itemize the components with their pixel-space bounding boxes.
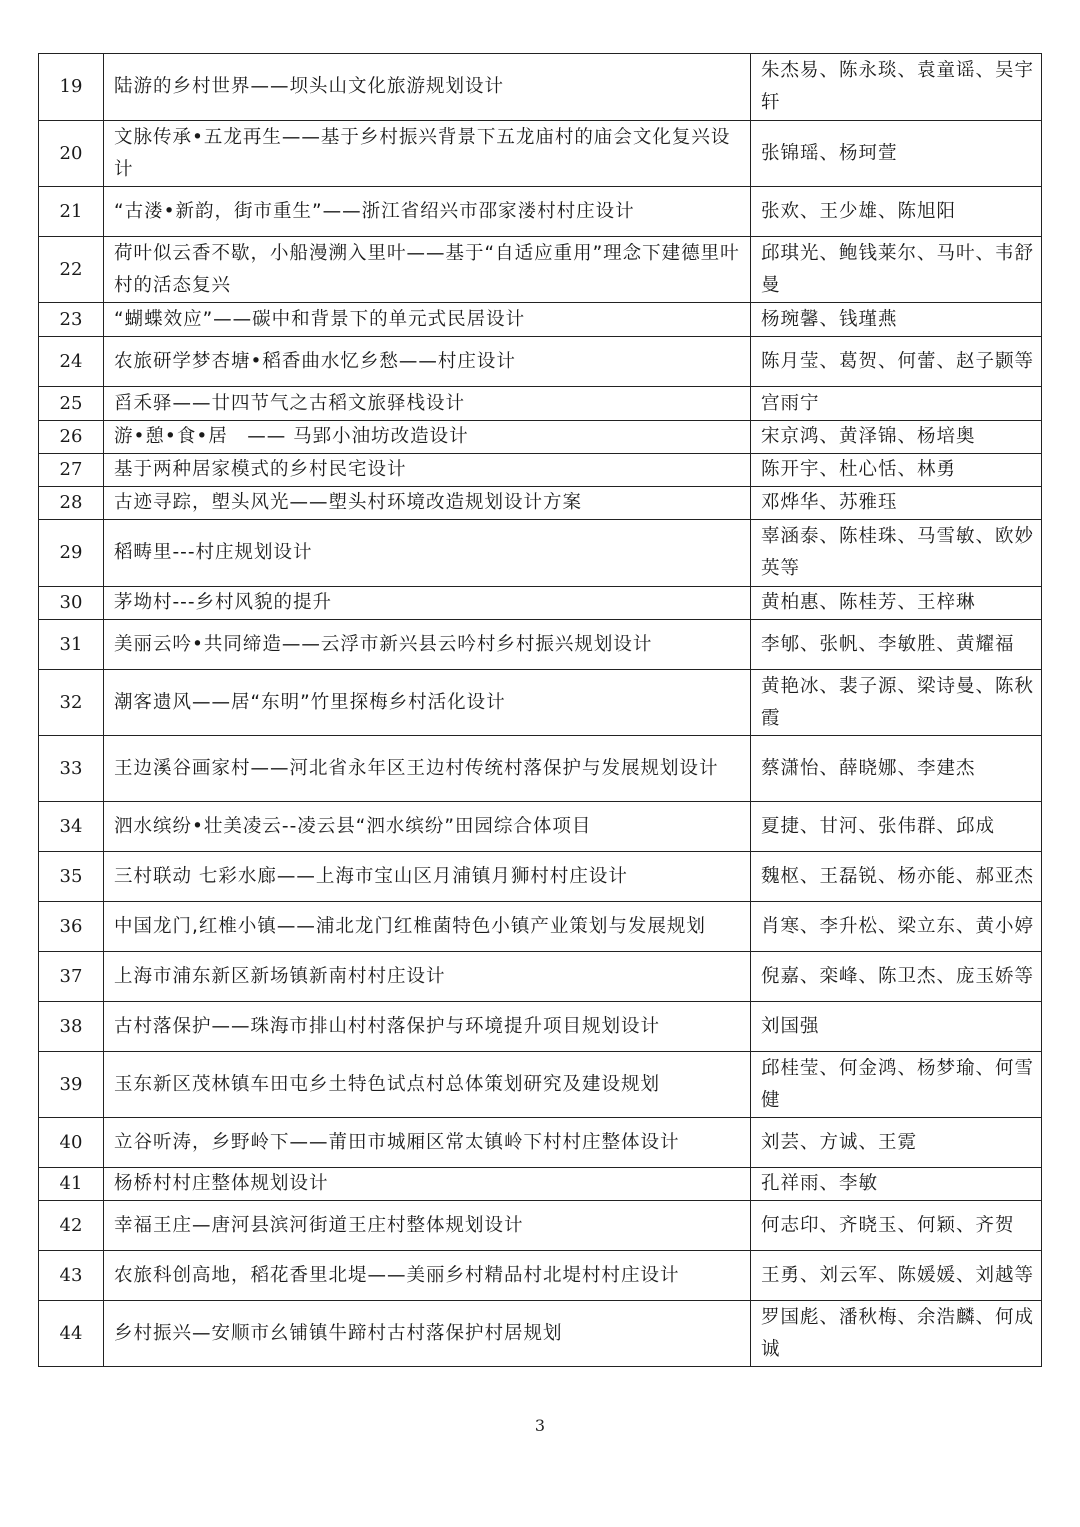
project-title: 古村落保护——珠海市排山村村落保护与环境提升项目规划设计 — [104, 1002, 751, 1052]
row-number: 27 — [39, 454, 104, 487]
row-number: 20 — [39, 121, 104, 187]
project-authors: 朱杰易、陈永琰、袁童谣、吴宇轩 — [751, 54, 1042, 121]
project-authors: 黄柏惠、陈桂芳、王梓琳 — [751, 587, 1042, 620]
table-row — [39, 1201, 1042, 1251]
row-number: 21 — [39, 187, 104, 237]
table-row — [39, 1251, 1042, 1301]
project-authors: 孔祥雨、李敏 — [751, 1168, 1042, 1201]
table-row — [39, 303, 1042, 337]
row-number: 33 — [39, 736, 104, 802]
table-row — [39, 802, 1042, 852]
project-title: 玉东新区茂林镇车田屯乡土特色试点村总体策划研究及建设规划 — [104, 1052, 751, 1118]
project-authors: 何志印、齐晓玉、何颖、齐贺 — [751, 1201, 1042, 1251]
table-row — [39, 54, 1042, 121]
table-row — [39, 187, 1042, 237]
row-number: 39 — [39, 1052, 104, 1118]
table-row — [39, 387, 1042, 421]
project-authors: 肖寒、李升松、梁立东、黄小婷 — [751, 902, 1042, 952]
project-title: 茅坳村---乡村风貌的提升 — [104, 587, 751, 620]
project-title: 稻畴里---村庄规划设计 — [104, 520, 751, 587]
table-row — [39, 1301, 1042, 1367]
table-row — [39, 587, 1042, 620]
project-title: 古迹寻踪，塱头风光——塱头村环境改造规划设计方案 — [104, 487, 751, 520]
project-authors: 辜涵泰、陈桂珠、马雪敏、欧妙英等 — [751, 520, 1042, 587]
project-authors: 邓烨华、苏雅珏 — [751, 487, 1042, 520]
projects-table-body — [39, 54, 1042, 1367]
project-title: 杨桥村村庄整体规划设计 — [104, 1168, 751, 1201]
row-number: 24 — [39, 337, 104, 387]
table-row — [39, 670, 1042, 736]
table-row — [39, 952, 1042, 1002]
table-row — [39, 237, 1042, 303]
project-authors: 邱琪光、鲍钱莱尔、马叶、韦舒曼 — [751, 237, 1042, 303]
project-authors: 宫雨宁 — [751, 387, 1042, 421]
table-row — [39, 1168, 1042, 1201]
page-number: 3 — [534, 1416, 546, 1435]
table-row — [39, 487, 1042, 520]
project-title: 文脉传承•五龙再生——基于乡村振兴背景下五龙庙村的庙会文化复兴设计 — [104, 121, 751, 187]
row-number: 19 — [39, 54, 104, 121]
row-number: 26 — [39, 421, 104, 454]
row-number: 41 — [39, 1168, 104, 1201]
row-number: 42 — [39, 1201, 104, 1251]
row-number: 40 — [39, 1118, 104, 1168]
project-title: 泗水缤纷•壮美凌云--凌云县“泗水缤纷”田园综合体项目 — [104, 802, 751, 852]
row-number: 23 — [39, 303, 104, 337]
table-row — [39, 620, 1042, 670]
row-number: 25 — [39, 387, 104, 421]
row-number: 36 — [39, 902, 104, 952]
row-number: 44 — [39, 1301, 104, 1367]
table-row — [39, 852, 1042, 902]
row-number: 32 — [39, 670, 104, 736]
row-number: 43 — [39, 1251, 104, 1301]
table-row — [39, 121, 1042, 187]
project-authors: 杨琬馨、钱瑾燕 — [751, 303, 1042, 337]
project-authors: 陈开宇、杜心恬、林勇 — [751, 454, 1042, 487]
project-title: 乡村振兴—安顺市幺铺镇牛蹄村古村落保护村居规划 — [104, 1301, 751, 1367]
table-row — [39, 902, 1042, 952]
project-title: 美丽云吟•共同缔造——云浮市新兴县云吟村乡村振兴规划设计 — [104, 620, 751, 670]
project-title: 陆游的乡村世界——坝头山文化旅游规划设计 — [104, 54, 751, 121]
project-authors: 夏捷、甘河、张伟群、邱成 — [751, 802, 1042, 852]
project-authors: 宋京鸿、黄泽锦、杨培奥 — [751, 421, 1042, 454]
table-row — [39, 520, 1042, 587]
project-authors: 魏枢、王磊锐、杨亦能、郝亚杰 — [751, 852, 1042, 902]
project-title: 潮客遗风——居“东明”竹里探梅乡村活化设计 — [104, 670, 751, 736]
project-authors: 陈月莹、葛贺、何蕾、赵子颢等 — [751, 337, 1042, 387]
project-title: 王边溪谷画家村——河北省永年区王边村传统村落保护与发展规划设计 — [104, 736, 751, 802]
project-authors: 王勇、刘云军、陈媛媛、刘越等 — [751, 1251, 1042, 1301]
row-number: 29 — [39, 520, 104, 587]
row-number: 37 — [39, 952, 104, 1002]
project-authors: 罗国彪、潘秋梅、余浩麟、何成诚 — [751, 1301, 1042, 1367]
table-row — [39, 1002, 1042, 1052]
row-number: 38 — [39, 1002, 104, 1052]
project-authors: 李郇、张帆、李敏胜、黄耀福 — [751, 620, 1042, 670]
project-title: 幸福王庄—唐河县滨河街道王庄村整体规划设计 — [104, 1201, 751, 1251]
project-authors: 张锦瑶、杨珂萱 — [751, 121, 1042, 187]
project-title: 农旅研学梦杏塘•稻香曲水忆乡愁——村庄设计 — [104, 337, 751, 387]
row-number: 35 — [39, 852, 104, 902]
project-title: 农旅科创高地，稻花香里北堤——美丽乡村精品村北堤村村庄设计 — [104, 1251, 751, 1301]
row-number: 28 — [39, 487, 104, 520]
project-authors: 张欢、王少雄、陈旭阳 — [751, 187, 1042, 237]
project-authors: 倪嘉、栾峰、陈卫杰、庞玉娇等 — [751, 952, 1042, 1002]
project-title: 舀禾驿——廿四节气之古稻文旅驿栈设计 — [104, 387, 751, 421]
project-authors: 蔡潇怡、薛晓娜、李建杰 — [751, 736, 1042, 802]
project-title: “古溇•新韵，街市重生”——浙江省绍兴市邵家溇村村庄设计 — [104, 187, 751, 237]
project-title: 三村联动 七彩水廊——上海市宝山区月浦镇月狮村村庄设计 — [104, 852, 751, 902]
row-number: 34 — [39, 802, 104, 852]
project-title: 游•憩•食•居 —— 马郢小油坊改造设计 — [104, 421, 751, 454]
project-authors: 邱桂莹、何金鸿、杨梦瑜、何雪健 — [751, 1052, 1042, 1118]
project-title: “蝴蝶效应”——碳中和背景下的单元式民居设计 — [104, 303, 751, 337]
table-row — [39, 421, 1042, 454]
project-authors: 刘国强 — [751, 1002, 1042, 1052]
table-row — [39, 736, 1042, 802]
table-row — [39, 454, 1042, 487]
row-number: 30 — [39, 587, 104, 620]
project-title: 中国龙门,红椎小镇——浦北龙门红椎菌特色小镇产业策划与发展规划 — [104, 902, 751, 952]
row-number: 22 — [39, 237, 104, 303]
project-title: 荷叶似云香不歇，小船漫溯入里叶——基于“自适应重用”理念下建德里叶村的活态复兴 — [104, 237, 751, 303]
projects-table — [38, 53, 1042, 1367]
table-row — [39, 1118, 1042, 1168]
table-row — [39, 337, 1042, 387]
project-title: 基于两种居家模式的乡村民宅设计 — [104, 454, 751, 487]
project-title: 上海市浦东新区新场镇新南村村庄设计 — [104, 952, 751, 1002]
project-title: 立谷听涛，乡野岭下——莆田市城厢区常太镇岭下村村庄整体设计 — [104, 1118, 751, 1168]
row-number: 31 — [39, 620, 104, 670]
table-row — [39, 1052, 1042, 1118]
project-authors: 刘芸、方诚、王霓 — [751, 1118, 1042, 1168]
project-authors: 黄艳冰、裴子源、梁诗曼、陈秋霞 — [751, 670, 1042, 736]
